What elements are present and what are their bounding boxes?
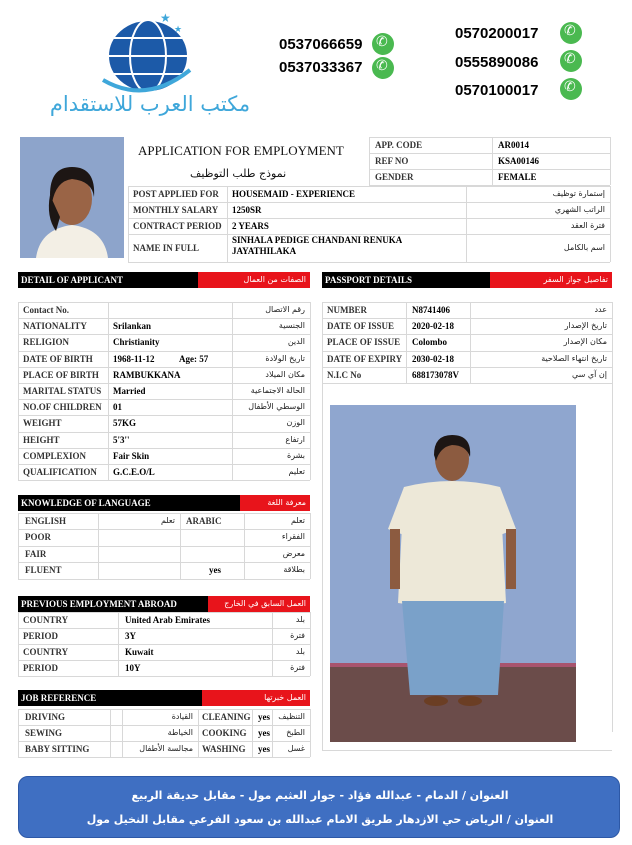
passport-field-value: 2030-02-18 <box>412 354 454 364</box>
applicant-field-label-arabic: الحالة الاجتماعية <box>250 386 305 395</box>
applicant-field-label-arabic: الوسطي الأطفال <box>248 402 305 411</box>
passport-field-label: DATE OF ISSUE <box>327 321 395 331</box>
row-divider <box>322 750 612 751</box>
column-divider <box>322 302 323 383</box>
applicant-field-label-arabic: بشرة <box>287 451 305 460</box>
language-level-label-arabic: الفقراء <box>281 532 305 541</box>
passport-field-label: N.I.C No <box>327 370 362 380</box>
job-skill-label-arabic: غسل <box>287 744 305 753</box>
applicant-section-header-arabic: الصفات من العمال <box>198 272 310 288</box>
svg-text:★: ★ <box>160 11 171 25</box>
column-divider <box>470 302 471 383</box>
applicant-field-label-arabic: تاريخ الولادة <box>265 354 305 363</box>
post-value: HOUSEMAID - EXPERIENCE <box>232 189 356 199</box>
applicant-field-value: G.C.E.O/L <box>113 467 155 477</box>
applicant-field-label: PLACE OF BIRTH <box>23 370 99 380</box>
column-divider <box>18 302 19 480</box>
employment-field-value: United Arab Emirates <box>125 615 210 625</box>
salary-value: 1250SR <box>232 205 262 215</box>
whatsapp-icon <box>560 50 582 72</box>
employment-field-value: 3Y <box>125 631 136 641</box>
column-divider <box>18 709 19 757</box>
applicant-field-label: QUALIFICATION <box>23 467 97 477</box>
address-line-dammam: العنوان / الدمام - عبدالله فؤاد - جوار العثيم مول - مقابل حديقة الربيع <box>131 789 509 802</box>
applicant-field-label: MARITAL STATUS <box>23 386 102 396</box>
phone-number: 0570100017 <box>455 82 539 99</box>
applicant-field-label-arabic: الدين <box>287 337 305 346</box>
column-divider <box>310 709 311 757</box>
passport-field-label-arabic: تاريخ انتهاء الصلاحية <box>541 354 607 363</box>
passport-field-label-arabic: عدد <box>594 305 607 314</box>
job-section-header: JOB REFERENCE <box>18 690 202 706</box>
applicant-field-value: 01 <box>113 402 122 412</box>
column-divider <box>612 302 613 732</box>
job-section-header-arabic: العمل خبرتها <box>202 690 310 706</box>
post-label: POST APPLIED FOR <box>133 189 219 199</box>
applicant-field-value: 1968-11-12 <box>113 354 155 364</box>
column-divider <box>232 302 233 480</box>
name-value-line1: SINHALA PEDIGE CHANDANI RENUKA <box>232 235 403 245</box>
applicant-field-label: WEIGHT <box>23 418 62 428</box>
phone-number: 0537033367 <box>279 59 363 76</box>
passport-field-label: DATE OF EXPIRY <box>327 354 403 364</box>
contract-label: CONTRACT PERIOD <box>133 221 222 231</box>
job-skill-label: BABY SITTING <box>25 744 90 754</box>
column-divider <box>252 709 253 757</box>
salary-label-arabic: الراتب الشهري <box>554 205 605 214</box>
passport-field-value: 688173078V <box>412 370 459 380</box>
applicant-field-value: 5'3'' <box>113 435 130 445</box>
whatsapp-icon <box>372 57 394 79</box>
whatsapp-icon <box>560 78 582 100</box>
column-divider <box>272 612 273 676</box>
column-divider <box>18 612 19 676</box>
app-code-label: APP. CODE <box>375 140 423 150</box>
column-divider <box>310 302 311 480</box>
applicant-field-label: Contact No. <box>23 305 69 315</box>
job-skill-label: SEWING <box>25 728 63 738</box>
applicant-field-label-arabic: الوزن <box>286 418 305 427</box>
row-divider <box>18 676 310 677</box>
column-divider <box>322 383 323 750</box>
globe-logo-icon <box>98 10 194 98</box>
language-level-label-arabic: بطلاقة <box>283 565 305 574</box>
row-divider <box>322 383 612 384</box>
applicant-field-value: Married <box>113 386 146 396</box>
applicant-section-header: DETAIL OF APPLICANT <box>18 272 198 288</box>
job-skill-value: yes <box>258 744 270 754</box>
column-divider <box>108 302 109 480</box>
english-column-label: ENGLISH <box>25 516 67 526</box>
job-skill-label-arabic: الطبخ <box>286 728 305 737</box>
row-divider <box>18 579 310 580</box>
applicant-field-label-arabic: مكان الميلاد <box>265 370 305 379</box>
passport-field-label-arabic: تاريخ الإصدار <box>564 321 607 330</box>
phone-number: 0570200017 <box>455 25 539 42</box>
name-label-arabic: اسم بالكامل <box>563 243 605 252</box>
column-divider <box>110 709 111 757</box>
column-divider <box>198 709 199 757</box>
employment-field-label: COUNTRY <box>23 615 69 625</box>
row-divider <box>18 628 310 629</box>
employment-field-label-arabic: فترة <box>290 663 305 672</box>
employment-section-header-arabic: العمل السابق في الخارج <box>208 596 310 612</box>
language-section-header-arabic: معرفة اللغة <box>240 495 310 511</box>
employment-section-header: PREVIOUS EMPLOYMENT ABROAD <box>18 596 208 612</box>
employment-field-value: Kuwait <box>125 647 154 657</box>
row-divider <box>18 480 310 481</box>
footer-address-box <box>18 776 620 838</box>
applicant-field-value: Srilankan <box>113 321 152 331</box>
applicant-field-label: NATIONALITY <box>23 321 87 331</box>
employment-field-label: PERIOD <box>23 663 59 673</box>
job-skill-label: DRIVING <box>25 712 66 722</box>
salary-label: MONTHLY SALARY <box>133 205 219 215</box>
applicant-field-value: Fair Skin <box>113 451 150 461</box>
name-value-line2: JAYATHILAKA <box>232 246 297 256</box>
passport-section-header-arabic: تفاصيل جواز السفر <box>490 272 612 288</box>
language-level-label: FLUENT <box>25 565 62 575</box>
applicant-field-label: NO.OF CHILDREN <box>23 402 102 412</box>
applicant-field-label-arabic: ارتفاع <box>285 435 305 444</box>
language-section-header: KNOWLEDGE OF LANGUAGE <box>18 495 240 511</box>
contract-value: 2 YEARS <box>232 221 269 231</box>
job-skill-label: COOKING <box>202 728 247 738</box>
contract-label-arabic: فترة العقد <box>570 221 605 230</box>
job-skill-label: CLEANING <box>202 712 251 722</box>
employment-field-label-arabic: بلد <box>295 647 305 656</box>
employment-field-value: 10Y <box>125 663 141 673</box>
arabic-column-label-arabic: تعلم <box>290 516 305 525</box>
form-title-arabic: نموذج طلب التوظيف <box>190 167 287 180</box>
applicant-field-value: RAMBUKKANA <box>113 370 181 380</box>
ref-no-value: KSA00146 <box>498 156 540 166</box>
job-skill-label-arabic: التنظيف <box>278 712 305 721</box>
row-divider <box>18 757 310 758</box>
job-skill-value: yes <box>258 712 270 722</box>
employment-field-label-arabic: بلد <box>295 615 305 624</box>
language-level-label: POOR <box>25 532 51 542</box>
passport-field-value: N8741406 <box>412 305 450 315</box>
job-skill-label-arabic: الخياطة <box>167 728 193 737</box>
passport-field-value: Colombo <box>412 337 448 347</box>
column-divider <box>118 612 119 676</box>
employment-field-label: PERIOD <box>23 631 59 641</box>
applicant-full-body-photo <box>330 405 576 742</box>
job-skill-label-arabic: مجالسة الأطفال <box>139 744 193 753</box>
phone-number: 0537066659 <box>279 36 363 53</box>
job-skill-value: yes <box>258 728 270 738</box>
applicant-field-value: 57KG <box>113 418 137 428</box>
applicant-field-value: Christianity <box>113 337 160 347</box>
passport-field-label-arabic: مكان الإصدار <box>563 337 607 346</box>
column-divider <box>122 709 123 757</box>
svg-text:★: ★ <box>174 25 183 35</box>
whatsapp-icon <box>372 33 394 55</box>
column-divider <box>272 709 273 757</box>
language-level-label: FAIR <box>25 549 47 559</box>
passport-section-header: PASSPORT DETAILS <box>322 272 490 288</box>
gender-value: FEMALE <box>498 172 537 182</box>
arabic-column-label: ARABIC <box>186 516 222 526</box>
language-level-label-arabic: معرض <box>282 549 305 558</box>
post-label-arabic: إستمارة توظيف <box>552 189 605 198</box>
applicant-field-label-arabic: الجنسية <box>278 321 305 330</box>
passport-field-label: PLACE OF ISSUE <box>327 337 401 347</box>
passport-field-value: 2020-02-18 <box>412 321 454 331</box>
ref-no-label: REF NO <box>375 156 409 166</box>
whatsapp-icon <box>560 22 582 44</box>
name-label: NAME IN FULL <box>133 243 200 253</box>
employment-field-label-arabic: فترة <box>290 631 305 640</box>
gender-label: GENDER <box>375 172 414 182</box>
phone-number: 0555890086 <box>455 54 539 71</box>
employment-field-label: COUNTRY <box>23 647 69 657</box>
applicant-field-label: DATE OF BIRTH <box>23 354 93 364</box>
column-divider <box>406 302 407 383</box>
applicant-field-label-arabic: تعليم <box>288 467 305 476</box>
logo-text: مكتب العرب للاستقدام <box>49 92 251 116</box>
applicant-portrait-photo <box>20 137 124 258</box>
address-line-riyadh: العنوان / الرياض حي الازدهار طريق الامام عبدالله بن سعود الفرعي مقابل النخيل مول <box>86 813 554 826</box>
passport-field-label: NUMBER <box>327 305 367 315</box>
column-divider <box>310 612 311 676</box>
job-skill-label: WASHING <box>202 744 246 754</box>
app-code-value: AR0014 <box>498 140 529 150</box>
applicant-field-label-arabic: رقم الاتصال <box>265 305 305 314</box>
job-skill-label-arabic: القيادة <box>171 712 193 721</box>
applicant-age-value: Age: 57 <box>179 354 209 364</box>
form-title: APPLICATION FOR EMPLOYMENT <box>138 143 344 158</box>
applicant-field-label: RELIGION <box>23 337 70 347</box>
applicant-field-label: HEIGHT <box>23 435 60 445</box>
applicant-field-label: COMPLEXION <box>23 451 86 461</box>
arabic-level-value: yes <box>209 565 221 575</box>
passport-field-label-arabic: إن آي سي <box>571 370 607 379</box>
row-divider <box>18 660 310 661</box>
english-column-label-arabic: تعلم <box>160 516 175 525</box>
